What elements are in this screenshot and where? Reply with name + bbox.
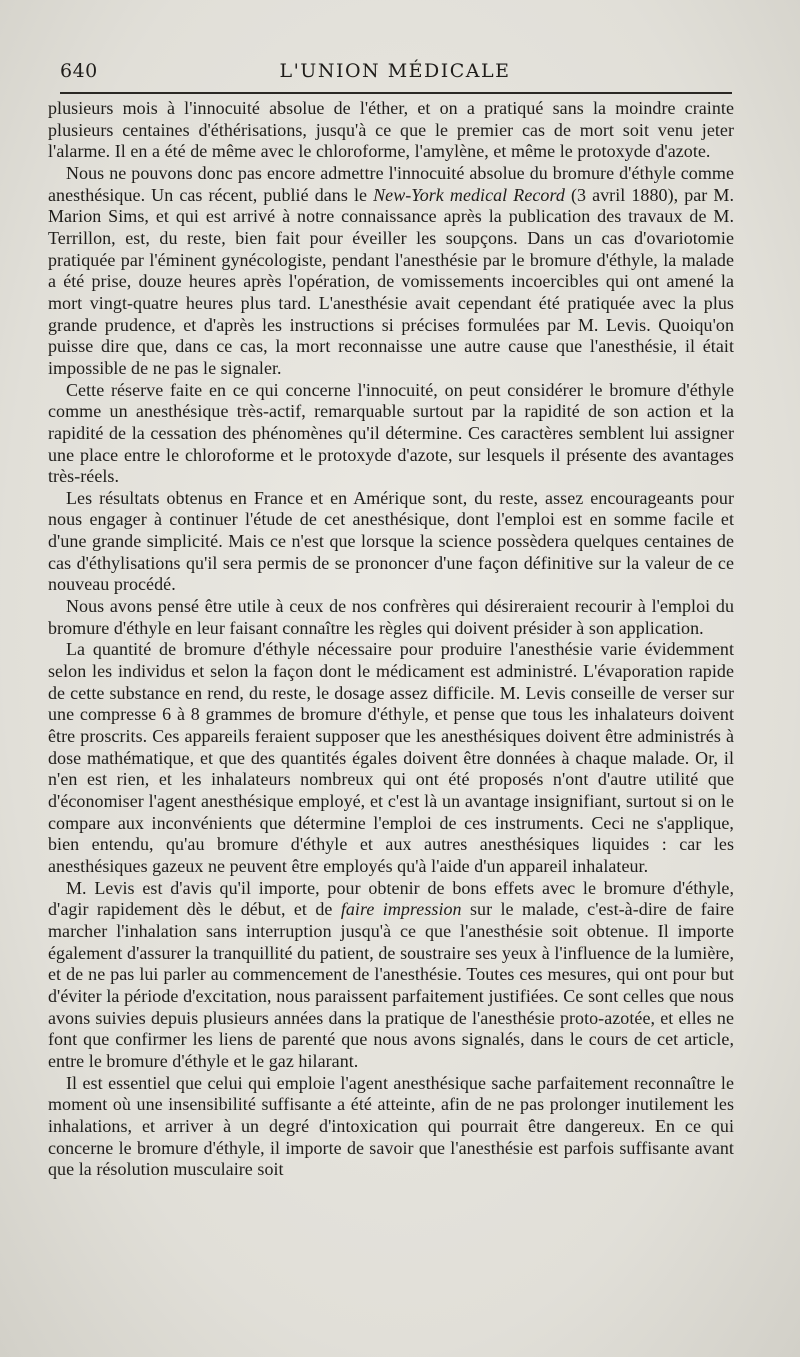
- paragraph: [48, 639, 734, 877]
- text-run: Les résultats obtenus en France et en Amérique sont, du reste, assez encourageants pour nous engager à continuer l'étude de cet anesthésique, dont l'emploi est en somme facile et d'une grande simplicité. Mais ce n'est que lorsque la science possèdera quelques centaines de cas d'éthylisations qu'il sera permis de se prononcer d'une façon définitive sur la valeur de ce nouveau procédé.: [48, 487, 734, 595]
- text-run: sur le malade, c'est-à-dire de faire marcher l'inhalation sans interruption jusqu'à ce que l'anesthésie soit obtenue. Il importe également d'assurer la tranquillité du patient, de soustraire ses yeux à l'influence de la lumière, et de ne pas lui parler au commencement de l'anesthésie. Toutes ces mesures, qui ont pour but d'éviter la période d'excitation, nous paraissent parfaitement justifiées. Ce sont celles que nous avons suivies depuis plusieurs années dans la pratique de l'anesthésie proto-azotée, et elles ne font que confirmer les liens de parenté que nous avons signalés, dans le cours de cet article, entre le bromure d'éthyle et le gaz hilarant.: [48, 899, 734, 1071]
- paragraph: [48, 380, 734, 488]
- body-text: [48, 98, 734, 1181]
- text-run: Nous ne pouvons donc pas encore admettre l'innocuité absolue du bromure d'éthyle comme anesthésique. Un cas récent, publié dans le: [48, 162, 734, 205]
- italic-text: faire impression: [340, 899, 462, 920]
- paragraph: [48, 163, 734, 380]
- paragraph: [48, 596, 734, 639]
- text-run: Il est essentiel que celui qui emploie l'agent anesthésique sache parfaitement reconnaître le moment où une insensibilité suffisante a été atteinte, afin de ne pas prolonger inutilement les inhalations, et arriver à un degré d'intoxication qui pourrait être dangereux. En ce qui concerne le bromure d'éthyle, il importe de savoir que l'anesthésie est parfois suffisante avant que la résolution musculaire soit: [48, 1072, 734, 1180]
- running-title: L'UNION MÉDICALE: [279, 60, 511, 82]
- text-run: Nous avons pensé être utile à ceux de nos confrères qui désireraient recourir à l'emploi du bromure d'éthyle en leur faisant connaître les règles qui doivent présider à son application.: [48, 596, 734, 638]
- paragraph: [48, 1073, 734, 1181]
- paragraph: [48, 878, 734, 1073]
- text-run: plusieurs mois à l'innocuité absolue de l'éther, et on a pratiqué sans la moindre crainte plusieurs centaines d'éthérisations, jusqu'à ce que le premier cas de mort soit venu jeter l'alarme. Il en a été de même avec le chloroforme, l'amylène, et même le protoxyde d'azote.: [48, 98, 734, 162]
- text-run: La quantité de bromure d'éthyle nécessaire pour produire l'anesthésie varie évidemment selon les individus et selon la façon dont le médicament est administré. L'évaporation rapide de cette substance en rend, du reste, le dosage assez difficile. M. Levis conseille de verser sur une compresse 6 à 8 grammes de bromure d'éthyle, et pense que tous les inhalateurs doivent être proscrits. Ces appareils feraient supposer que les anesthésiques doivent être administrés à dose mathématique, et que des quantités égales doivent être données à chaque malade. Or, il n'en est rien, et les inhalateurs nombreux qui ont été proposés n'ont d'autre utilité que d'économiser l'agent anesthésique employé, et c'est là un avantage insignifiant, surtout si on le compare aux inconvénients que détermine l'emploi de ces instruments. Ceci ne s'applique, bien entendu, qu'au bromure d'éthyle et aux autres anesthésiques liquides : car les anesthésiques gazeux ne peuvent être employés qu'à l'aide d'un appareil inhalateur.: [48, 639, 734, 876]
- text-run: (3 avril 1880), par M. Marion Sims, et qui est arrivé à notre connaissance après la publication des travaux de M. Terrillon, est, du reste, bien fait pour éveiller les soupçons. Dans un cas d'ovariotomie pratiquée par l'éminent gynécologiste, pendant l'anesthésie par le bromure d'éthyle, la malade a été prise, douze heures après l'opération, de vomissements incoercibles qui ont amené la mort vingt-quatre heures plus tard. L'anesthésie avait cependant été pratiquée avec la plus grande prudence, et d'après les instructions si précises formulées par M. Levis. Quoiqu'on puisse dire que, dans ce cas, la mort reconnaisse une autre cause que l'anesthésie, il était impossible de ne pas le signaler.: [48, 184, 734, 378]
- italic-text: New-York medical Record: [373, 184, 565, 205]
- page-number: 640: [60, 60, 98, 82]
- paragraph: [48, 98, 734, 163]
- page-header: [60, 58, 730, 88]
- text-run: Cette réserve faite en ce qui concerne l'innocuité, on peut considérer le bromure d'éthyle comme un anesthésique très-actif, remarquable surtout par la rapidité de son action et la rapidité de la cessation des phénomènes qu'il détermine. Ces caractères semblent lui assigner une place entre le chloroforme et le protoxyde d'azote, sur lesquels il présente des avantages très-réels.: [48, 379, 734, 487]
- header-rule: [60, 92, 732, 94]
- paragraph: [48, 488, 734, 596]
- text-run: M. Levis est d'avis qu'il importe, pour obtenir de bons effets avec le bromure d'éthyle, d'agir rapidement dès le début, et de: [48, 877, 734, 920]
